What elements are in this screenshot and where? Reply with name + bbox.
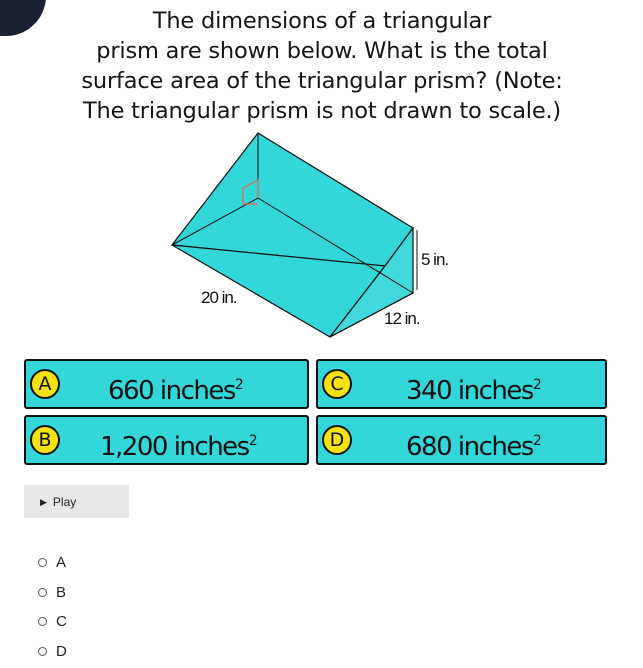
question-text xyxy=(20,6,624,126)
answer-d-value: 680 inches$^2$ xyxy=(406,432,542,462)
answer-c-badge: C xyxy=(322,369,352,399)
label-height: 5 in. xyxy=(421,250,449,269)
answer-choice-list xyxy=(38,548,67,666)
choice-option-b[interactable] xyxy=(38,578,67,608)
answer-b-badge: B xyxy=(30,425,60,455)
answer-a-badge: A xyxy=(30,369,60,399)
question-line: The triangular prism is not drawn to scale.) xyxy=(82,98,562,124)
radio-button[interactable] xyxy=(38,588,47,597)
choice-option-d[interactable] xyxy=(38,637,67,667)
answer-c-card xyxy=(316,359,607,409)
question-line: surface area of the triangular prism? (Note: xyxy=(81,68,563,94)
answer-c-value: 340 inches$^2$ xyxy=(406,376,542,406)
question-line: prism are shown below. What is the total xyxy=(96,38,548,64)
answer-b-card xyxy=(24,415,309,465)
answer-d-badge: D xyxy=(322,425,352,455)
choice-label: A xyxy=(56,554,67,572)
question-line: The dimensions of a triangular xyxy=(152,8,492,34)
choice-label: B xyxy=(56,583,67,601)
answer-b-value: 1,200 inches$^2$ xyxy=(100,432,258,462)
play-button[interactable] xyxy=(24,485,129,518)
answer-a-card xyxy=(24,359,309,409)
choice-option-a[interactable] xyxy=(38,548,67,578)
answer-d-card xyxy=(316,415,607,465)
label-length: 20 in. xyxy=(201,288,237,307)
prism-top-face xyxy=(172,133,413,266)
choice-label: D xyxy=(56,642,67,660)
radio-button[interactable] xyxy=(38,558,47,567)
triangular-prism-diagram xyxy=(0,125,643,350)
play-icon: ▶ xyxy=(40,496,47,507)
choice-option-c[interactable] xyxy=(38,607,67,637)
answer-a-value: 660 inches$^2$ xyxy=(108,376,244,406)
play-label: Play xyxy=(52,494,77,509)
choice-label: C xyxy=(56,613,67,631)
radio-button[interactable] xyxy=(38,647,47,656)
radio-button[interactable] xyxy=(38,617,47,626)
label-base: 12 in. xyxy=(384,309,420,328)
